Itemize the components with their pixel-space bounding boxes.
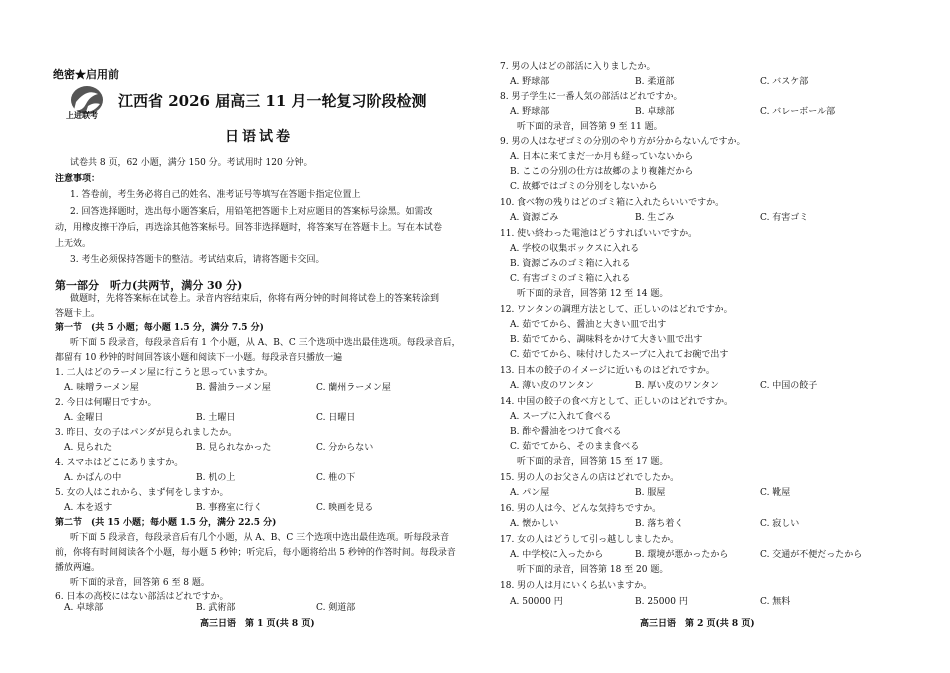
- listen-instruction-15-17: 听下面的录音，回答第 15 至 17 题。: [517, 457, 669, 467]
- q13-option-c: C. 中国の餃子: [760, 381, 818, 391]
- q11-option-b: B. 資源ごみのゴミ箱に入れる: [510, 259, 631, 269]
- part1-intro-line-2: 答题卡上。: [55, 309, 101, 319]
- q2-stem: 2. 今日は何曜日ですか。: [55, 398, 157, 408]
- logo-text: 上进联考: [66, 111, 98, 120]
- q1-option-b: B. 醤油ラーメン屋: [196, 383, 271, 393]
- q4-option-c: C. 椎の下: [316, 473, 356, 483]
- q3-option-a: A. 見られた: [64, 443, 113, 453]
- note-2-line-3: 上无效。: [55, 239, 92, 249]
- q11-stem: 11. 使い終わった電池はどうすればいいですか。: [500, 229, 698, 239]
- exam-page-2: [475, 0, 950, 673]
- q15-stem: 15. 男の人のお父さんの店はどれでしたか。: [500, 473, 680, 483]
- q7-option-a: A. 野球部: [510, 77, 550, 87]
- q9-stem: 9. 男の人はなぜゴミの分別のやり方が分からないんですか。: [500, 137, 746, 147]
- note-2-line-2: 动，用橡皮擦干净后，再选涂其他答案标号。回答非选择题时，将答案写在答题卡上。写在本试卷: [55, 223, 443, 233]
- section1-intro-line-2: 都留有 10 秒钟的时间回答该小题和阅读下一小题。每段录音只播放一遍: [55, 353, 343, 363]
- secret-label: 绝密★启用前: [53, 68, 119, 81]
- q17-option-b: B. 環境が悪かったから: [635, 550, 729, 560]
- q9-option-a: A. 日本に来てまだ一か月も経っていないから: [510, 152, 694, 162]
- part1-title: 第一部分 听力(共两节，满分 30 分): [55, 279, 243, 292]
- q8-option-a: A. 野球部: [510, 107, 550, 117]
- note-3: 3. 考生必须保持答题卡的整洁。考试结束后，请将答题卡交回。: [70, 255, 325, 265]
- q16-option-b: B. 落ち着く: [635, 519, 684, 529]
- q4-option-b: B. 机の上: [196, 473, 236, 483]
- q14-stem: 14. 中国の餃子の食べ方として、正しいのはどれですか。: [500, 397, 733, 407]
- listen-instruction-18-20: 听下面的录音，回答第 18 至 20 题。: [517, 565, 669, 575]
- exam-title: 江西省 2026 届高三 11 月一轮复习阶段检测: [118, 92, 427, 110]
- q10-stem: 10. 食べ物の残りはどのゴミ箱に入れたらいいですか。: [500, 198, 725, 208]
- q3-option-b: B. 見られなかった: [196, 443, 272, 453]
- q12-option-b: B. 茹でてから、調味料をかけて大きい皿で出す: [510, 335, 703, 345]
- page-footer: 高三日语 第 2 页(共 8 页): [640, 619, 755, 629]
- q5-option-a: A. 本を返す: [64, 503, 113, 513]
- q2-option-b: B. 土曜日: [196, 413, 236, 423]
- q14-option-a: A. スープに入れて食べる: [510, 412, 612, 422]
- q18-stem: 18. 男の人は月にいくら払いますか。: [500, 581, 653, 591]
- q15-option-c: C. 靴屋: [760, 488, 791, 498]
- q5-option-b: B. 事務室に行く: [196, 503, 263, 513]
- q3-stem: 3. 昨日、女の子はパンダが見られましたか。: [55, 428, 238, 438]
- section2-intro-line-2: 前，你将有时间阅读各个小题，每小题 5 秒钟；听完后，每小题将给出 5 秒钟的作答时间。每段录音: [55, 548, 456, 558]
- section1-title: 第一节 (共 5 小题；每小题 1.5 分，满分 7.5 分): [55, 323, 264, 333]
- note-2-line-1: 2. 回答选择题时，选出每小题答案后，用铅笔把答题卡上对应题目的答案标号涂黑。如需改: [70, 207, 433, 217]
- q7-stem: 7. 男の人はどの部活に入りましたか。: [500, 62, 656, 72]
- q15-option-b: B. 服屋: [635, 488, 666, 498]
- q2-option-a: A. 金曜日: [64, 413, 104, 423]
- part1-intro-line-1: 做题时，先将答案标在试卷上。录音内容结束后，你将有两分钟的时间将试卷上的答案转涂到: [70, 294, 440, 304]
- q14-option-b: B. 酢や醤油をつけて食べる: [510, 427, 622, 437]
- q6-option-b: B. 武術部: [196, 603, 236, 613]
- q11-option-a: A. 学校の収集ボックスに入れる: [510, 244, 640, 254]
- section2-intro-line-1: 听下面 5 段录音，每段录音后有几个小题，从 A、B、C 三个选项中选出最佳选项。听每段录音: [70, 533, 450, 543]
- q13-stem: 13. 日本の餃子のイメージに近いものはどれですか。: [500, 366, 715, 376]
- q17-option-a: A. 中学校に入ったから: [510, 550, 604, 560]
- q8-option-b: B. 卓球部: [635, 107, 675, 117]
- section2-intro-line-3: 播放两遍。: [55, 563, 101, 573]
- q16-option-a: A. 懐かしい: [510, 519, 559, 529]
- q9-option-b: B. ここの分別の仕方は故郷のより複雑だから: [510, 167, 694, 177]
- q2-option-c: C. 日曜日: [316, 413, 356, 423]
- q6-option-a: A. 卓球部: [64, 603, 104, 613]
- q12-stem: 12. ワンタンの調理方法として、正しいのはどれですか。: [500, 305, 733, 315]
- listen-instruction-12-14: 听下面的录音，回答第 12 至 14 题。: [517, 289, 669, 299]
- q7-option-b: B. 柔道部: [635, 77, 675, 87]
- q5-stem: 5. 女の人はこれから、まず何をしますか。: [55, 488, 229, 498]
- q4-stem: 4. スマホはどこにありますか。: [55, 458, 184, 468]
- q15-option-a: A. パン屋: [510, 488, 550, 498]
- q10-option-c: C. 有害ゴミ: [760, 213, 809, 223]
- q13-option-b: B. 厚い皮のワンタン: [635, 381, 719, 391]
- section1-intro-line-1: 听下面 5 段录音，每段录音后有 1 个小题，从 A、B、C 三个选项中选出最佳选项。每段录音后，: [70, 338, 461, 348]
- q3-option-c: C. 分からない: [316, 443, 374, 453]
- q4-option-a: A. かばんの中: [64, 473, 122, 483]
- q8-stem: 8. 男子学生に一番人気の部活はどれですか。: [500, 92, 683, 102]
- q13-option-a: A. 薄い皮のワンタン: [510, 381, 594, 391]
- q16-stem: 16. 男の人は今、どんな気持ちですか。: [500, 504, 662, 514]
- page-footer: 高三日语 第 1 页(共 8 页): [200, 619, 315, 629]
- q1-stem: 1. 二人はどのラーメン屋に行こうと思っていますか。: [55, 368, 273, 378]
- q12-option-c: C. 茹でてから、味付けしたスープに入れてお碗で出す: [510, 350, 729, 360]
- section2-title: 第二节 (共 15 小题；每小题 1.5 分，满分 22.5 分): [55, 518, 277, 528]
- q1-option-a: A. 味噌ラーメン屋: [64, 383, 139, 393]
- listen-instruction-9-11: 听下面的录音，回答第 9 至 11 题。: [517, 122, 663, 132]
- q6-option-c: C. 剣道部: [316, 603, 356, 613]
- q10-option-b: B. 生ごみ: [635, 213, 675, 223]
- q16-option-c: C. 寂しい: [760, 519, 800, 529]
- exam-info: 试卷共 8 页，62 小题，满分 150 分。考试用时 120 分钟。: [70, 158, 313, 168]
- q8-option-c: C. バレーボール部: [760, 107, 836, 117]
- q7-option-c: C. バスケ部: [760, 77, 809, 87]
- q12-option-a: A. 茹でてから、醤油と大きい皿で出す: [510, 320, 667, 330]
- notes-heading: 注意事项：: [55, 174, 101, 184]
- q10-option-a: A. 資源ごみ: [510, 213, 559, 223]
- q14-option-c: C. 茹でてから、そのまま食べる: [510, 442, 640, 452]
- exam-subtitle: 日语试卷: [225, 129, 293, 145]
- q18-option-c: C. 無料: [760, 597, 791, 607]
- q1-option-c: C. 蘭州ラーメン屋: [316, 383, 391, 393]
- listen-instruction-6-8: 听下面的录音，回答第 6 至 8 题。: [70, 578, 210, 588]
- q11-option-c: C. 有害ゴミのゴミ箱に入れる: [510, 274, 631, 284]
- q17-option-c: C. 交通が不便だったから: [760, 550, 863, 560]
- q18-option-a: A. 50000 円: [510, 597, 563, 607]
- q18-option-b: B. 25000 円: [635, 597, 688, 607]
- q17-stem: 17. 女の人はどうして引っ越ししましたか。: [500, 535, 680, 545]
- note-1: 1. 答卷前，考生务必将自己的姓名、准考证号等填写在答题卡指定位置上: [70, 190, 361, 200]
- q5-option-c: C. 映画を見る: [316, 503, 374, 513]
- q6-stem: 6. 日本の高校にはない部活はどれですか。: [55, 592, 229, 602]
- q9-option-c: C. 故郷ではゴミの分別をしないから: [510, 182, 658, 192]
